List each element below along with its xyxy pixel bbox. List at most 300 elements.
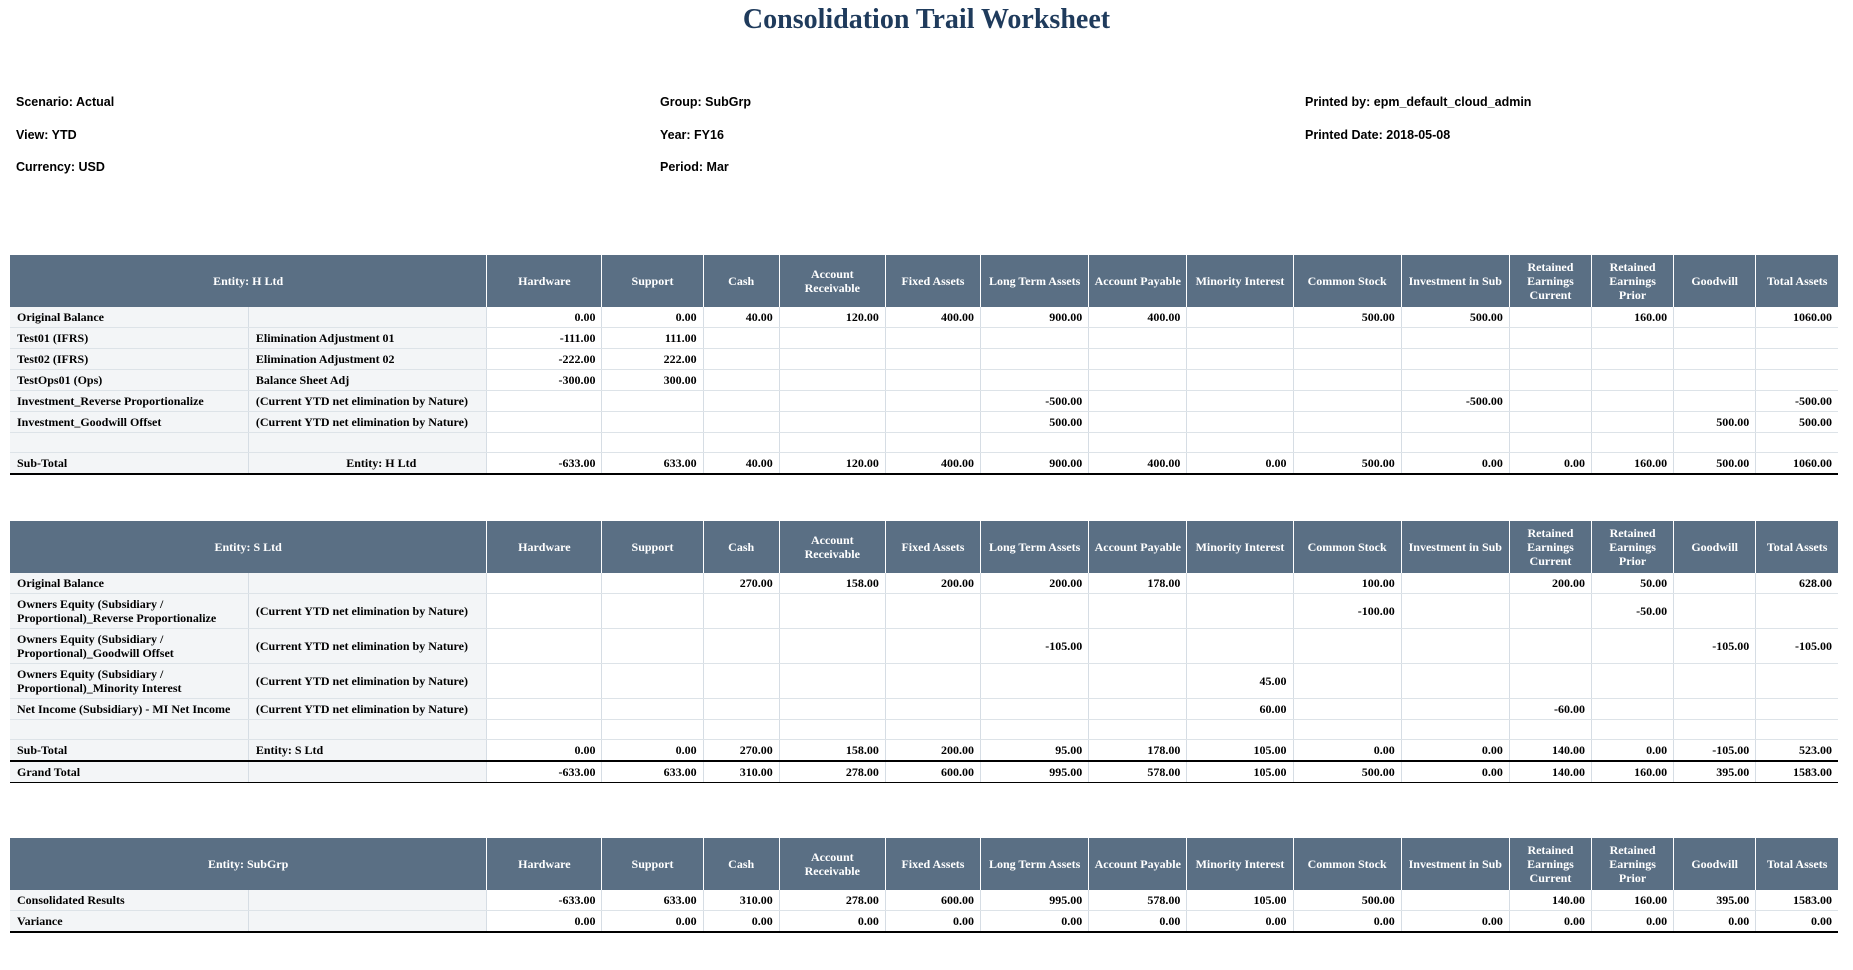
value-cell — [1509, 412, 1591, 433]
value-cell — [703, 391, 779, 412]
value-cell — [602, 412, 703, 433]
value-cell — [1592, 370, 1674, 391]
value-cell — [1401, 573, 1509, 594]
value-cell — [779, 391, 885, 412]
value-cell — [779, 594, 885, 629]
value-cell — [1401, 664, 1509, 699]
value-cell: 95.00 — [981, 740, 1089, 762]
empty-cell — [779, 433, 885, 453]
value-cell: 633.00 — [602, 761, 703, 783]
value-cell — [981, 349, 1089, 370]
value-cell: 0.00 — [487, 307, 602, 328]
column-header: Support — [602, 838, 703, 890]
column-header: Minority Interest — [1187, 838, 1293, 890]
value-cell — [885, 328, 980, 349]
value-cell: 500.00 — [1293, 761, 1401, 783]
column-header: Investment in Sub — [1401, 255, 1509, 307]
value-cell — [1293, 664, 1401, 699]
spacer-row — [10, 433, 1838, 453]
value-cell: 500.00 — [1674, 412, 1756, 433]
column-header: Cash — [703, 838, 779, 890]
row-label: TestOps01 (Ops) — [10, 370, 248, 391]
value-cell — [1293, 629, 1401, 664]
row-description: (Current YTD net elimination by Nature) — [248, 699, 486, 720]
row-label: Original Balance — [10, 573, 248, 594]
entity-header: Entity: S Ltd — [10, 521, 487, 573]
value-cell: 0.00 — [1592, 740, 1674, 762]
value-cell — [1509, 328, 1591, 349]
value-cell — [981, 664, 1089, 699]
column-header: Fixed Assets — [885, 255, 980, 307]
value-cell — [1509, 307, 1591, 328]
value-cell — [885, 349, 980, 370]
row-description — [248, 761, 486, 783]
value-cell — [602, 391, 703, 412]
empty-cell — [10, 720, 248, 740]
row-label: Original Balance — [10, 307, 248, 328]
value-cell: -105.00 — [1756, 629, 1838, 664]
row-label: Investment_Reverse Proportionalize — [10, 391, 248, 412]
value-cell: 200.00 — [885, 573, 980, 594]
entity-h-ltd-table — [10, 255, 1838, 475]
value-cell — [1674, 370, 1756, 391]
value-cell — [1089, 349, 1187, 370]
column-header: Hardware — [487, 521, 602, 573]
value-cell — [1509, 391, 1591, 412]
row-description: Elimination Adjustment 01 — [248, 328, 486, 349]
column-header: Account Payable — [1089, 521, 1187, 573]
value-cell: 400.00 — [885, 453, 980, 475]
subtotal-row — [10, 453, 1838, 475]
row-description: Elimination Adjustment 02 — [248, 349, 486, 370]
value-cell — [1674, 573, 1756, 594]
empty-cell — [602, 720, 703, 740]
value-cell — [1089, 699, 1187, 720]
value-cell: 100.00 — [1293, 573, 1401, 594]
value-cell — [1509, 594, 1591, 629]
value-cell: 633.00 — [602, 890, 703, 911]
value-cell: 160.00 — [1592, 761, 1674, 783]
value-cell — [1592, 664, 1674, 699]
value-cell — [703, 328, 779, 349]
scenario-label: Scenario: Actual — [16, 95, 115, 109]
value-cell: -500.00 — [981, 391, 1089, 412]
grand-total-row — [10, 761, 1838, 783]
value-cell: 628.00 — [1756, 573, 1838, 594]
table-row — [10, 573, 1838, 594]
column-header: Long Term Assets — [981, 521, 1089, 573]
value-cell — [981, 328, 1089, 349]
value-cell — [1089, 594, 1187, 629]
value-cell: 1583.00 — [1756, 761, 1838, 783]
value-cell — [779, 349, 885, 370]
view-label: View: YTD — [16, 128, 77, 142]
value-cell: 500.00 — [1674, 453, 1756, 475]
value-cell — [487, 412, 602, 433]
value-cell — [981, 699, 1089, 720]
row-description: Entity: H Ltd — [248, 453, 486, 475]
column-header: Common Stock — [1293, 521, 1401, 573]
column-header: Long Term Assets — [981, 255, 1089, 307]
column-header: Total Assets — [1756, 255, 1838, 307]
value-cell — [602, 594, 703, 629]
value-cell: 500.00 — [981, 412, 1089, 433]
value-cell — [1592, 699, 1674, 720]
table-row — [10, 594, 1838, 629]
column-header: Cash — [703, 255, 779, 307]
value-cell: 120.00 — [779, 453, 885, 475]
value-cell: -105.00 — [1674, 629, 1756, 664]
value-cell: 0.00 — [1509, 911, 1591, 933]
value-cell — [1401, 699, 1509, 720]
column-header: Goodwill — [1674, 255, 1756, 307]
value-cell: 395.00 — [1674, 761, 1756, 783]
empty-cell — [779, 720, 885, 740]
row-label: Owners Equity (Subsidiary / Proportional)_Goodwill Offset — [10, 629, 248, 664]
column-header: Investment in Sub — [1401, 521, 1509, 573]
table-row — [10, 370, 1838, 391]
value-cell — [1756, 594, 1838, 629]
value-cell: 500.00 — [1401, 307, 1509, 328]
value-cell — [1293, 699, 1401, 720]
column-header: Investment in Sub — [1401, 838, 1509, 890]
value-cell — [779, 412, 885, 433]
value-cell: 200.00 — [1509, 573, 1591, 594]
value-cell — [779, 370, 885, 391]
value-cell — [981, 594, 1089, 629]
value-cell: 0.00 — [1674, 911, 1756, 933]
value-cell: 140.00 — [1509, 761, 1591, 783]
group-label: Group: SubGrp — [660, 95, 751, 109]
value-cell — [1756, 664, 1838, 699]
row-label: Test01 (IFRS) — [10, 328, 248, 349]
value-cell: 1583.00 — [1756, 890, 1838, 911]
value-cell — [885, 370, 980, 391]
row-label: Sub-Total — [10, 453, 248, 475]
value-cell — [602, 573, 703, 594]
column-header: Account Payable — [1089, 255, 1187, 307]
value-cell — [1401, 349, 1509, 370]
value-cell: -111.00 — [487, 328, 602, 349]
value-cell — [1187, 307, 1293, 328]
printed-date-label: Printed Date: 2018-05-08 — [1305, 128, 1451, 142]
entity-header: Entity: H Ltd — [10, 255, 487, 307]
value-cell — [1293, 328, 1401, 349]
value-cell — [1674, 664, 1756, 699]
empty-cell — [981, 720, 1089, 740]
row-description — [248, 307, 486, 328]
value-cell: 178.00 — [1089, 740, 1187, 762]
empty-cell — [1401, 720, 1509, 740]
value-cell — [1674, 307, 1756, 328]
value-cell — [487, 699, 602, 720]
value-cell: -100.00 — [1293, 594, 1401, 629]
value-cell — [981, 370, 1089, 391]
value-cell — [779, 328, 885, 349]
row-label: Net Income (Subsidiary) - MI Net Income — [10, 699, 248, 720]
row-label: Owners Equity (Subsidiary / Proportional)_Reverse Proportionalize — [10, 594, 248, 629]
value-cell: 105.00 — [1187, 761, 1293, 783]
value-cell — [885, 629, 980, 664]
value-cell: 1060.00 — [1756, 453, 1838, 475]
table-row — [10, 890, 1838, 911]
printed-by-label: Printed by: epm_default_cloud_admin — [1305, 95, 1532, 109]
value-cell — [1592, 412, 1674, 433]
table-row — [10, 699, 1838, 720]
row-description: (Current YTD net elimination by Nature) — [248, 629, 486, 664]
value-cell: 0.00 — [1187, 453, 1293, 475]
column-header: Minority Interest — [1187, 521, 1293, 573]
column-header: Common Stock — [1293, 838, 1401, 890]
empty-cell — [1187, 433, 1293, 453]
value-cell: 600.00 — [885, 761, 980, 783]
value-cell: -105.00 — [981, 629, 1089, 664]
value-cell: 0.00 — [487, 911, 602, 933]
column-header: Retained Earnings Current — [1509, 521, 1591, 573]
empty-cell — [1756, 433, 1838, 453]
value-cell — [885, 391, 980, 412]
value-cell — [1187, 573, 1293, 594]
value-cell — [1674, 349, 1756, 370]
value-cell — [1674, 594, 1756, 629]
value-cell: 40.00 — [703, 307, 779, 328]
value-cell: 0.00 — [981, 911, 1089, 933]
report-title: Consolidation Trail Worksheet — [742, 4, 1111, 35]
empty-cell — [10, 433, 248, 453]
value-cell: 278.00 — [779, 761, 885, 783]
value-cell: 200.00 — [981, 573, 1089, 594]
value-cell: 0.00 — [1187, 911, 1293, 933]
value-cell — [1089, 629, 1187, 664]
empty-cell — [1401, 433, 1509, 453]
column-header: Goodwill — [1674, 521, 1756, 573]
empty-cell — [1089, 433, 1187, 453]
value-cell: 270.00 — [703, 740, 779, 762]
column-header: Retained Earnings Prior — [1592, 255, 1674, 307]
value-cell — [1187, 629, 1293, 664]
header-row — [10, 838, 1838, 890]
value-cell — [703, 594, 779, 629]
value-cell — [1592, 391, 1674, 412]
value-cell: 578.00 — [1089, 890, 1187, 911]
column-header: Retained Earnings Prior — [1592, 838, 1674, 890]
value-cell: 40.00 — [703, 453, 779, 475]
spacer-row — [10, 720, 1838, 740]
column-header: Retained Earnings Prior — [1592, 521, 1674, 573]
value-cell — [1187, 349, 1293, 370]
value-cell: 578.00 — [1089, 761, 1187, 783]
value-cell: 0.00 — [703, 911, 779, 933]
value-cell: 120.00 — [779, 307, 885, 328]
row-description: (Current YTD net elimination by Nature) — [248, 594, 486, 629]
value-cell — [1293, 391, 1401, 412]
value-cell: 500.00 — [1293, 890, 1401, 911]
value-cell: 0.00 — [1509, 453, 1591, 475]
row-label: Owners Equity (Subsidiary / Proportional)_Minority Interest — [10, 664, 248, 699]
value-cell — [703, 629, 779, 664]
value-cell — [1756, 699, 1838, 720]
column-header: Retained Earnings Current — [1509, 838, 1591, 890]
value-cell — [1401, 890, 1509, 911]
table-row — [10, 412, 1838, 433]
value-cell: 310.00 — [703, 890, 779, 911]
value-cell — [1089, 370, 1187, 391]
value-cell: 0.00 — [1592, 911, 1674, 933]
value-cell — [1089, 391, 1187, 412]
entity-subgrp-table — [10, 838, 1838, 933]
entity-header: Entity: SubGrp — [10, 838, 487, 890]
value-cell: 0.00 — [602, 911, 703, 933]
value-cell: 140.00 — [1509, 890, 1591, 911]
value-cell: 400.00 — [1089, 307, 1187, 328]
header-row — [10, 255, 1838, 307]
row-description: Entity: S Ltd — [248, 740, 486, 762]
value-cell — [487, 573, 602, 594]
value-cell: 1060.00 — [1756, 307, 1838, 328]
value-cell: 160.00 — [1592, 890, 1674, 911]
row-description: (Current YTD net elimination by Nature) — [248, 664, 486, 699]
value-cell — [602, 664, 703, 699]
table-row — [10, 629, 1838, 664]
value-cell: 0.00 — [602, 740, 703, 762]
value-cell — [487, 594, 602, 629]
value-cell: 178.00 — [1089, 573, 1187, 594]
value-cell: 222.00 — [602, 349, 703, 370]
value-cell: 310.00 — [703, 761, 779, 783]
value-cell: 900.00 — [981, 453, 1089, 475]
value-cell: 0.00 — [1293, 911, 1401, 933]
header-row — [10, 521, 1838, 573]
empty-cell — [1509, 720, 1591, 740]
value-cell: -633.00 — [487, 453, 602, 475]
empty-cell — [602, 433, 703, 453]
value-cell — [1592, 328, 1674, 349]
column-header: Minority Interest — [1187, 255, 1293, 307]
value-cell — [1674, 391, 1756, 412]
column-header: Hardware — [487, 838, 602, 890]
empty-cell — [248, 720, 486, 740]
value-cell — [487, 664, 602, 699]
value-cell: 400.00 — [885, 307, 980, 328]
empty-cell — [1509, 433, 1591, 453]
value-cell — [1674, 328, 1756, 349]
row-description: (Current YTD net elimination by Nature) — [248, 412, 486, 433]
empty-cell — [1756, 720, 1838, 740]
table-row — [10, 307, 1838, 328]
value-cell: -222.00 — [487, 349, 602, 370]
value-cell: 600.00 — [885, 890, 980, 911]
value-cell: 200.00 — [885, 740, 980, 762]
value-cell: 160.00 — [1592, 453, 1674, 475]
value-cell — [1187, 391, 1293, 412]
value-cell — [703, 349, 779, 370]
empty-cell — [1293, 433, 1401, 453]
value-cell — [885, 664, 980, 699]
empty-cell — [1592, 720, 1674, 740]
empty-cell — [248, 433, 486, 453]
value-cell — [885, 412, 980, 433]
subtotal-row — [10, 740, 1838, 762]
value-cell: 995.00 — [981, 890, 1089, 911]
value-cell: 0.00 — [779, 911, 885, 933]
column-header: Account Receivable — [779, 838, 885, 890]
value-cell — [487, 391, 602, 412]
value-cell — [1592, 629, 1674, 664]
value-cell — [1509, 664, 1591, 699]
value-cell — [1509, 370, 1591, 391]
value-cell: 45.00 — [1187, 664, 1293, 699]
value-cell: -633.00 — [487, 890, 602, 911]
value-cell: 500.00 — [1293, 307, 1401, 328]
value-cell — [1401, 594, 1509, 629]
value-cell: 105.00 — [1187, 740, 1293, 762]
value-cell: 900.00 — [981, 307, 1089, 328]
empty-cell — [703, 720, 779, 740]
row-label: Grand Total — [10, 761, 248, 783]
value-cell — [487, 629, 602, 664]
value-cell: 270.00 — [703, 573, 779, 594]
row-label: Sub-Total — [10, 740, 248, 762]
value-cell — [1756, 349, 1838, 370]
row-label: Variance — [10, 911, 248, 933]
value-cell: 158.00 — [779, 740, 885, 762]
value-cell: 633.00 — [602, 453, 703, 475]
value-cell — [1509, 349, 1591, 370]
value-cell — [1401, 412, 1509, 433]
column-header: Fixed Assets — [885, 521, 980, 573]
empty-cell — [487, 720, 602, 740]
value-cell — [1187, 412, 1293, 433]
value-cell — [1187, 594, 1293, 629]
column-header: Long Term Assets — [981, 838, 1089, 890]
value-cell — [1401, 629, 1509, 664]
column-header: Account Receivable — [779, 255, 885, 307]
row-description — [248, 573, 486, 594]
row-label: Test02 (IFRS) — [10, 349, 248, 370]
value-cell — [1293, 370, 1401, 391]
value-cell — [1509, 629, 1591, 664]
empty-cell — [885, 433, 980, 453]
value-cell — [1187, 370, 1293, 391]
value-cell: 50.00 — [1592, 573, 1674, 594]
value-cell — [1089, 412, 1187, 433]
value-cell: 0.00 — [1089, 911, 1187, 933]
value-cell: 0.00 — [885, 911, 980, 933]
value-cell — [1089, 664, 1187, 699]
row-label: Investment_Goodwill Offset — [10, 412, 248, 433]
value-cell: 500.00 — [1293, 453, 1401, 475]
empty-cell — [487, 433, 602, 453]
value-cell: 0.00 — [1293, 740, 1401, 762]
column-header: Support — [602, 521, 703, 573]
value-cell — [602, 699, 703, 720]
value-cell: 111.00 — [602, 328, 703, 349]
value-cell — [703, 699, 779, 720]
value-cell: 0.00 — [1401, 740, 1509, 762]
empty-cell — [703, 433, 779, 453]
value-cell: 523.00 — [1756, 740, 1838, 762]
value-cell — [1293, 349, 1401, 370]
value-cell: -50.00 — [1592, 594, 1674, 629]
subtotal-row — [10, 911, 1838, 933]
value-cell — [703, 370, 779, 391]
column-header: Account Payable — [1089, 838, 1187, 890]
value-cell — [1089, 328, 1187, 349]
value-cell — [1674, 699, 1756, 720]
empty-cell — [1089, 720, 1187, 740]
row-description — [248, 911, 486, 933]
table-row — [10, 664, 1838, 699]
